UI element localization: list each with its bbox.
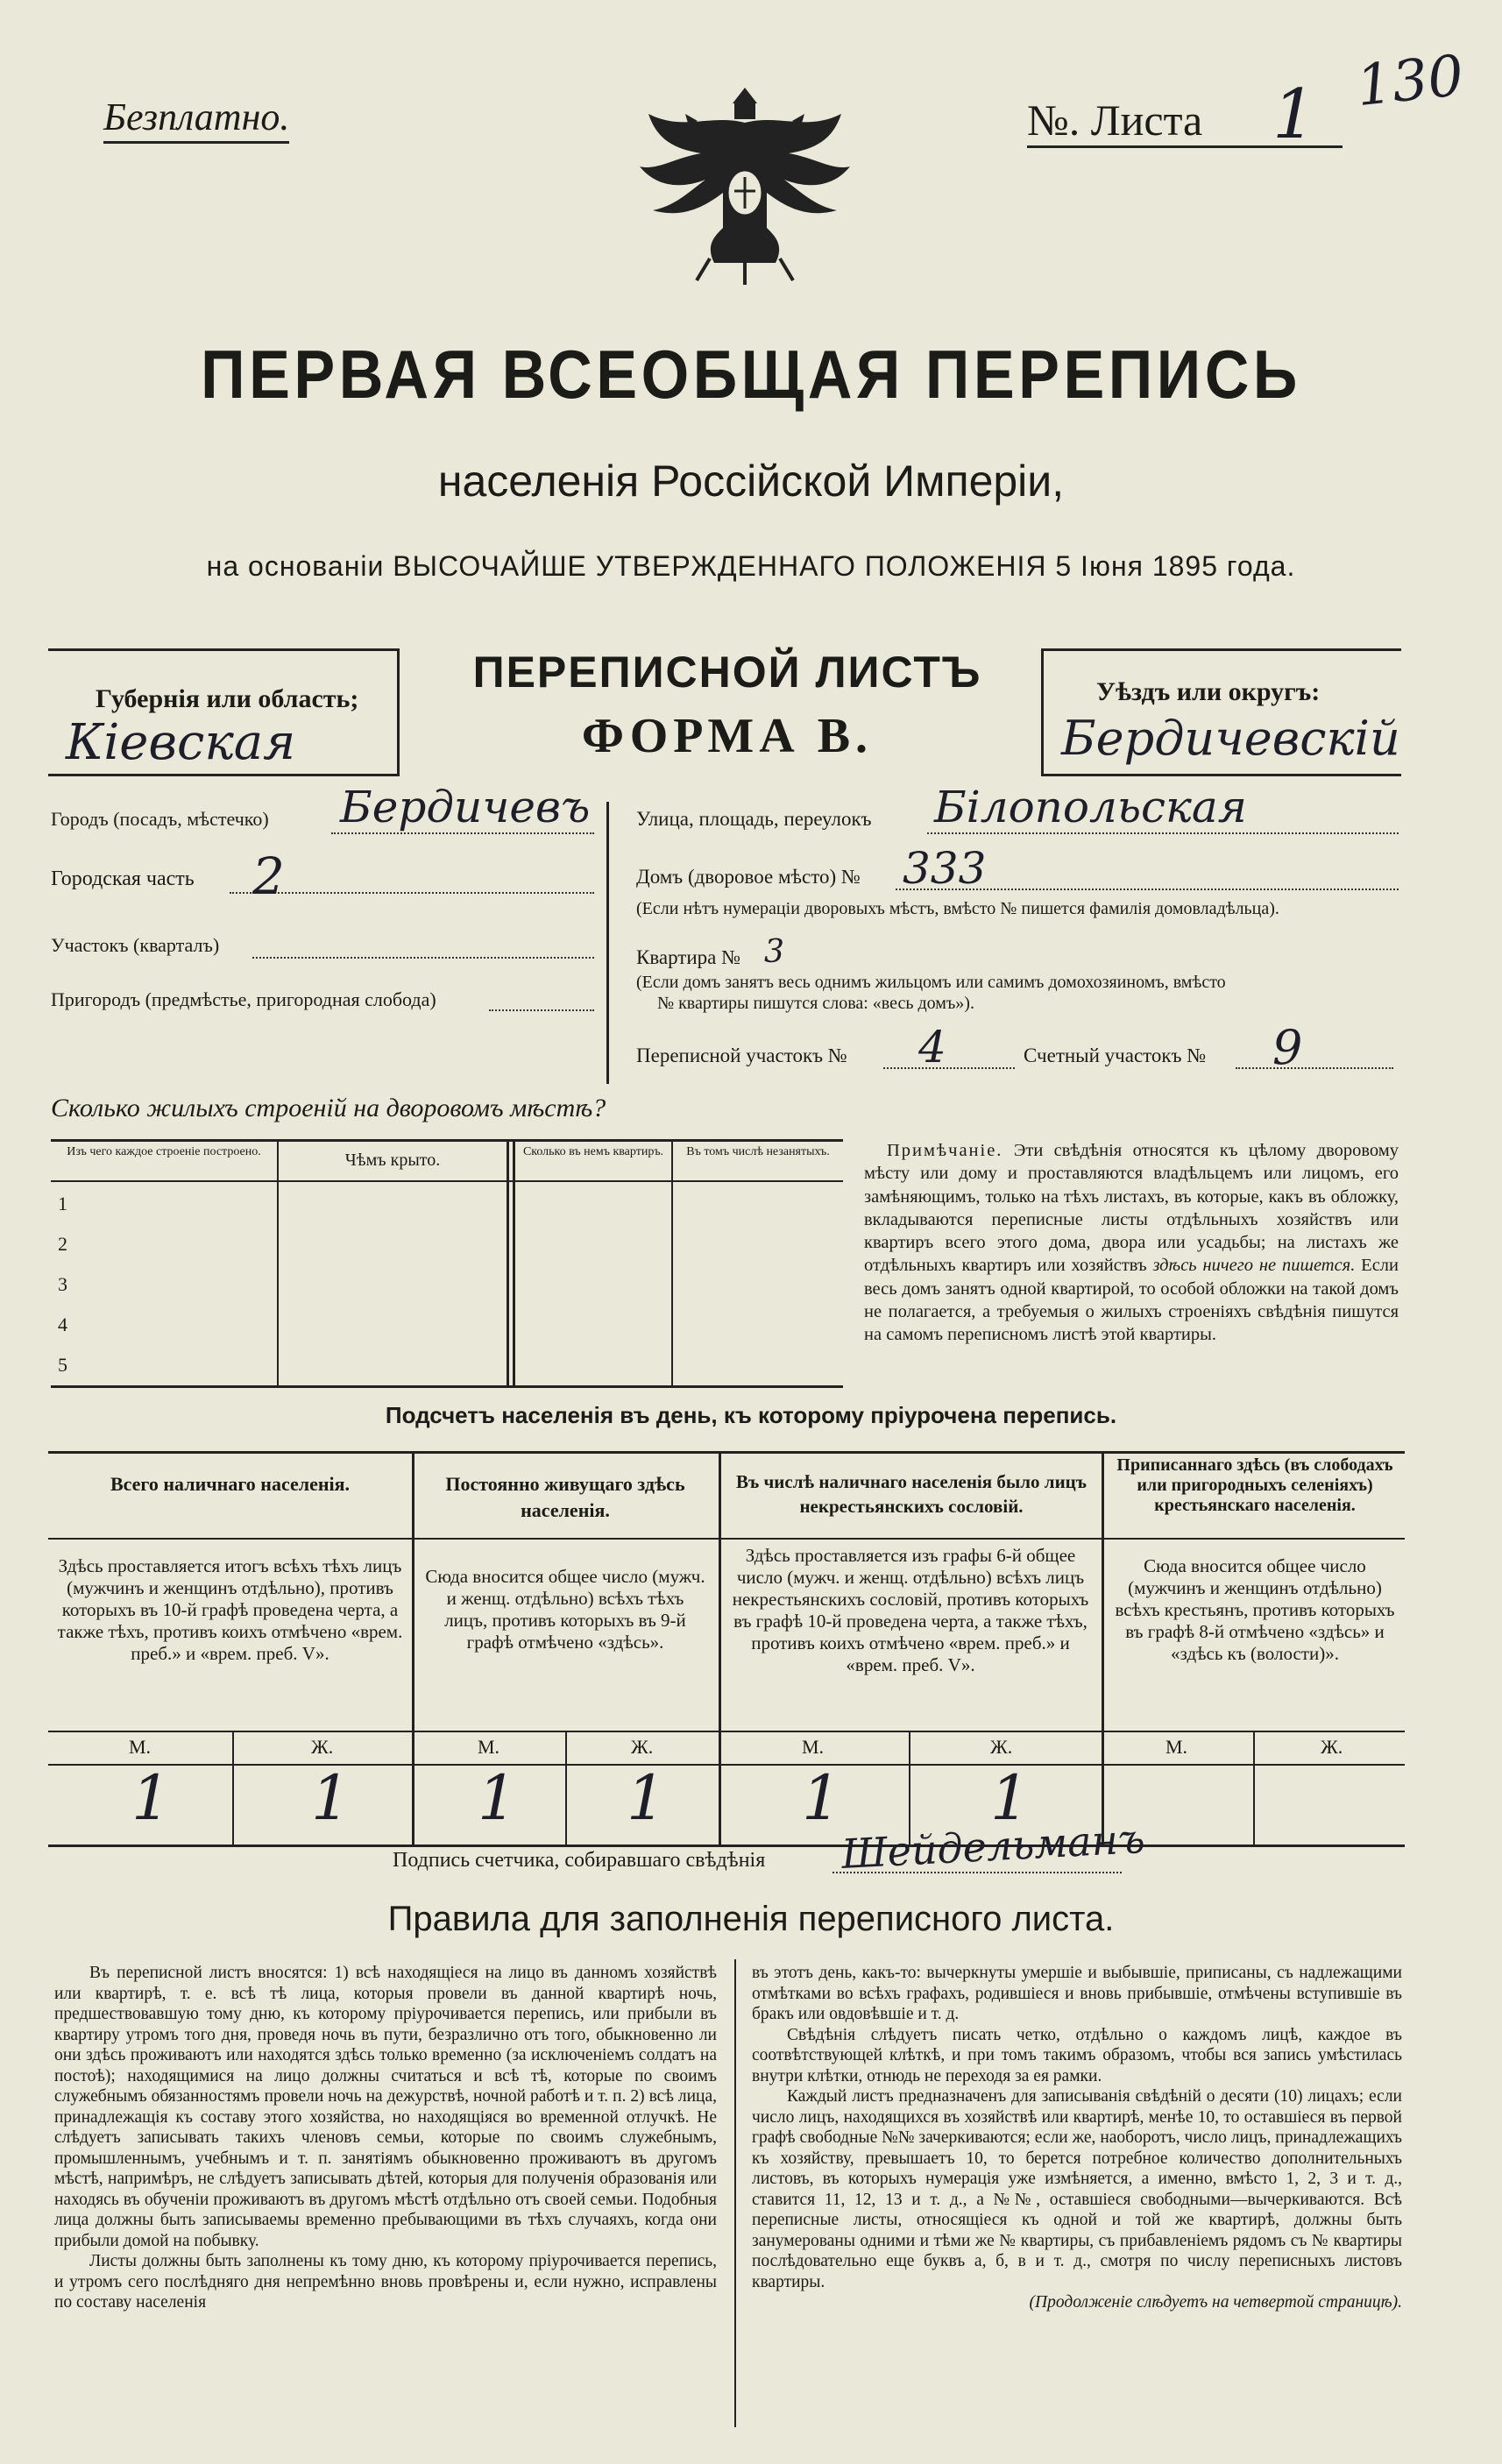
count-total-female[interactable]: 1 — [311, 1762, 351, 1834]
buildings-row-number: 1 — [58, 1193, 67, 1214]
rules-continued: (Продолженіе слѣдуетъ на четвертой страницѣ). — [1029, 2293, 1402, 2312]
count-m-label: М. — [129, 1736, 152, 1758]
buildings-col-apartments: Сколько въ немъ квартиръ. — [522, 1145, 664, 1158]
sheet-number-value: 1 — [1272, 75, 1316, 154]
count-f-label: Ж. — [990, 1736, 1013, 1758]
free-label: Безплатно. — [103, 95, 289, 144]
apartment-note-2: № квартиры пишутся слова: «весь домъ»). — [657, 994, 974, 1013]
city-label: Городъ (посадъ, мѣстечко) — [51, 808, 269, 830]
buildings-row-number: 3 — [58, 1273, 67, 1295]
count-section-label: Счетный участокъ № — [1024, 1044, 1207, 1066]
street-line — [927, 832, 1399, 834]
gubernia-label: Губернія или область; — [96, 684, 359, 713]
coat-of-arms-icon — [613, 79, 876, 298]
page-subtitle: населенія Россійской Имперіи, — [437, 457, 1065, 506]
form-title: ПЕРЕПИСНОЙ ЛИСТЪ — [472, 648, 982, 697]
street-value[interactable]: Білопольская — [934, 782, 1247, 832]
count-col-permanent-head: Постоянно живущаго здѣсь населенія. — [445, 1473, 685, 1521]
city-line — [331, 832, 594, 834]
house-value[interactable]: 333 — [903, 843, 987, 894]
count-f-label: Ж. — [311, 1736, 334, 1758]
signature-value[interactable]: Шейдельманъ — [840, 1814, 1146, 1879]
form-subtitle: ФОРМА В. — [581, 709, 874, 763]
count-col-total-head: Всего наличнаго населенія. — [110, 1473, 351, 1495]
rules-right-paragraph-2: Свѣдѣнія слѣдуетъ писать четко, отдѣльно о каждомъ лицѣ, каждое въ соотвѣтствующей клѣткѣ, и при томъ такимъ образомъ, чтобы вся запись умѣстилась внутри клѣтки, отнюдь не переходя за ея рамки. — [752, 2025, 1402, 2085]
uezd-value[interactable]: Бердичевскій — [1061, 711, 1400, 766]
count-m-label: М. — [1165, 1736, 1188, 1758]
buildings-col-material: Изъ чего каждое строеніе построено. — [67, 1145, 261, 1158]
buildings-row-number: 4 — [58, 1313, 67, 1335]
precinct-label: Участокъ (кварталъ) — [51, 934, 220, 956]
note-text-1: Эти свѣдѣнія относятся къ цѣлому дворовому мѣсту или дому и проставляются владѣльцемъ или лицомъ, его замѣняющимъ, только на тѣхъ листахъ, въ которые, какъ въ обложку, вкладываются переписные листы отдѣльныхъ хозяйствъ или квартиръ всего этого дома, двора или усадьбы; на листахъ же отдѣльныхъ квартиръ или хозяйствъ — [864, 1141, 1399, 1276]
count-title: Подсчетъ населенія въ день, къ которому пріурочена перепись. — [385, 1402, 1117, 1428]
uezd-label: Уѣздъ или округъ: — [1096, 677, 1321, 706]
apartment-note-1: (Если домъ занятъ весь однимъ жильцомъ или самимъ домохозяиномъ, вмѣсто — [636, 973, 1226, 992]
count-table — [48, 1451, 1405, 1847]
rules-left-paragraph-2: Листы должны быть заполнены къ тому дню, къ которому пріурочивается перепись, и утромъ сего послѣдняго дня непремѣнно вновь провѣрены и, если нужно, исправлены по составу населенія — [54, 2252, 717, 2312]
rules-divider — [734, 1959, 736, 2427]
house-label: Домъ (дворовое мѣсто) № — [636, 866, 861, 888]
count-col-total-desc: Здѣсь проставляется итогъ всѣхъ тѣхъ лицъ (мужчинъ и женщинъ отдѣльно), противъ которыхъ въ 10-й графѣ проведена черта, а также тѣхъ, противъ коихъ отмѣчено «врем. преб.» и «врем. преб. V». — [57, 1555, 403, 1664]
street-label: Улица, площадь, переулокъ — [636, 808, 872, 830]
rules-title: Правила для заполненія переписного листа. — [387, 1900, 1115, 1938]
suburb-label: Пригородъ (предмѣстье, пригородная слобода) — [51, 988, 436, 1010]
uezd-box — [1041, 648, 1401, 776]
legal-basis: на основаніи ВЫСОЧАЙШЕ УТВЕРЖДЕННАГО ПОЛОЖЕНІЯ 5 Іюня 1895 года. — [206, 550, 1296, 582]
count-col-non-peasant-desc: Здѣсь проставляется изъ графы 6-й общее число (мужч. и женщ. отдѣльно) всѣхъ лицъ некрестьянскихъ сословій, противъ которыхъ въ графѣ 10-й проведена черта, а также тѣхъ, противъ коихъ отмѣчено «врем. преб.» и «врем. преб. V». — [732, 1545, 1089, 1675]
gubernia-box — [48, 648, 400, 776]
count-section-value[interactable]: 9 — [1272, 1020, 1303, 1075]
buildings-col-empty: Въ томъ числѣ незанятыхъ. — [686, 1145, 830, 1158]
count-col-permanent-desc: Сюда вносится общее число (мужч. и женщ. отдѣльно) всѣхъ тѣхъ лицъ, противъ которыхъ въ 9-й графѣ отмѣчено «здѣсь». — [425, 1566, 705, 1653]
count-non-peasant-female[interactable]: 1 — [990, 1762, 1030, 1834]
count-section-line — [1236, 1067, 1393, 1069]
census-section-line — [883, 1067, 1015, 1069]
count-f-label: Ж. — [631, 1736, 654, 1758]
rules-right-column — [752, 1963, 1402, 2436]
rules-right-paragraph-3: Каждый листъ предназначенъ для записыванія свѣдѣній о десяти (10) лицахъ; если число лицъ, находящихся въ хозяйствѣ или квартирѣ, менѣе 10, то оставшіеся въ первой графѣ свободные №№ зачеркиваются; если же, наоборотъ, число лицъ, принадлежащихъ къ хозяйству, превышаетъ 10, то берется потребное количество дополнительныхъ листовъ, въ которыхъ нумерація уже измѣняется, а именно, вмѣсто 1, 2, 3 и т. д., ставится 11, 12, 13 и т. д., а №№, оставшіеся свободными—вычеркиваются. Всѣ переписные листы, относящіеся къ одной и той же квартирѣ, должны быть занумерованы одними и тѣми же № квартиры, съ прибавленіемъ рядомъ съ № квартиры послѣдовательно еще буквъ а, б, в и т. д., смотря по числу переписныхъ листовъ квартиры. — [752, 2087, 1402, 2291]
buildings-row-number: 2 — [58, 1233, 67, 1255]
buildings-row-number: 5 — [58, 1354, 67, 1376]
count-m-label: М. — [802, 1736, 825, 1758]
apartment-label: Квартира № — [636, 946, 741, 968]
page-title: ПЕРВАЯ ВСЕОБЩАЯ ПЕРЕПИСЬ — [201, 336, 1301, 413]
count-f-label: Ж. — [1321, 1736, 1343, 1758]
address-divider — [606, 802, 609, 1084]
note-text-italic: здѣсь ничего не пишется. — [1152, 1256, 1356, 1276]
buildings-col-roof: Чѣмъ крыто. — [344, 1151, 441, 1170]
count-col-non-peasant-head: Въ числѣ наличнаго населенія было лицъ некрестьянскихъ сословій. — [735, 1471, 1088, 1517]
note-text-2: Если весь домъ занятъ одной квартирой, то особой обложки на такой домъ не полагается, а требуемыя о жилыхъ строеніяхъ свѣдѣнія пишутся на самомъ переписномъ листѣ этой квартиры. — [864, 1256, 1399, 1345]
precinct-line[interactable] — [252, 957, 594, 959]
house-note: (Если нѣтъ нумераціи дворовыхъ мѣстъ, вмѣсто № пишется фамилія домовладѣльца). — [636, 899, 1279, 918]
signature-label: Подпись счетчика, собиравшаго свѣдѣнія — [393, 1849, 766, 1872]
count-col-peasant-head: Приписаннаго здѣсь (въ слободахъ или пригородныхъ селеніяхъ) крестьянскаго населенія. — [1116, 1455, 1393, 1515]
buildings-question: Сколько жилыхъ строеній на дворовомъ мѣстѣ? — [51, 1094, 606, 1122]
note-label: Примѣчаніе. — [887, 1141, 1003, 1160]
count-m-label: М. — [478, 1736, 500, 1758]
rules-left-paragraph-1: Въ переписной листъ вносятся: 1) всѣ находящіеся на лицо въ данномъ хозяйствѣ или квартирѣ, т. е. всѣ тѣ лица, которыя провели въ данной квартирѣ ночь, предшествовавшую тому дню, къ которому пріурочивается перепись, или прибыли въ квартиру утромъ того дня, проведя ночь въ пути, безразлично отъ того, обыкновенно ли они здѣсь проживаютъ или находятся здѣсь только временно (за исключеніемъ солдатъ на постоѣ); находящимися на лицо должны считаться и всѣ тѣ, которые по своимъ служебнымъ обязанностямъ провели ночь на дежурствѣ, ночной работѣ и т. п. 2) всѣ лица, принадлежащія къ составу этого хозяйства, но находящіяся во временной отлучкѣ. Не слѣдуетъ записывать такихъ членовъ семьи, которые по своимъ служебнымъ, промышленнымъ, учебнымъ и т. п. занятіямъ обыкновенно проживаютъ въ другомъ мѣстѣ, напримѣръ, не слѣдуетъ записывать дѣтей, которыя для полученія образованія или находясь въ обученіи проживаютъ въ другомъ мѣстѣ отдѣльно отъ своей семьи. Подобныя лица должны быть записываемы временно пребывающими въ тѣхъ случаяхъ, когда они прибыли домой на побывку. — [54, 1964, 717, 2250]
city-value[interactable]: Бердичевъ — [340, 782, 591, 832]
count-col-peasant-desc: Сюда вносится общее число (мужчинъ и женщинъ отдѣльно) всѣхъ крестьянъ, противъ которыхъ въ графѣ 8-й отмѣчено «здѣсь» и «здѣсь къ (волости)». — [1115, 1555, 1395, 1664]
rules-right-paragraph-1: въ этотъ день, какъ-то: вычеркнуты умершіе и выбывшіе, приписаны, съ надлежащими отмѣтками во всѣхъ графахъ, родившіеся и вновь прибывшіе, отмѣчены вступившіе въ бракъ или овдовѣвшіе и т. д. — [752, 1964, 1402, 2023]
note-block — [864, 1139, 1399, 1347]
count-non-peasant-male[interactable]: 1 — [802, 1762, 841, 1834]
census-section-value[interactable]: 4 — [918, 1022, 946, 1073]
gubernia-value[interactable]: Кіевская — [66, 714, 296, 771]
city-part-label: Городская часть — [51, 867, 195, 890]
count-permanent-female[interactable]: 1 — [627, 1762, 666, 1834]
sheet-number-label: №. Листа — [1027, 96, 1203, 145]
count-permanent-male[interactable]: 1 — [478, 1762, 517, 1834]
archive-number: 130 — [1353, 43, 1467, 120]
rules-left-column — [54, 1963, 717, 2436]
suburb-line[interactable] — [489, 1009, 594, 1011]
count-total-male[interactable]: 1 — [131, 1762, 171, 1834]
buildings-table — [51, 1139, 843, 1388]
apartment-value[interactable]: 3 — [764, 934, 784, 970]
census-section-label: Переписной участокъ № — [636, 1044, 847, 1066]
city-part-value[interactable]: 2 — [252, 846, 285, 906]
